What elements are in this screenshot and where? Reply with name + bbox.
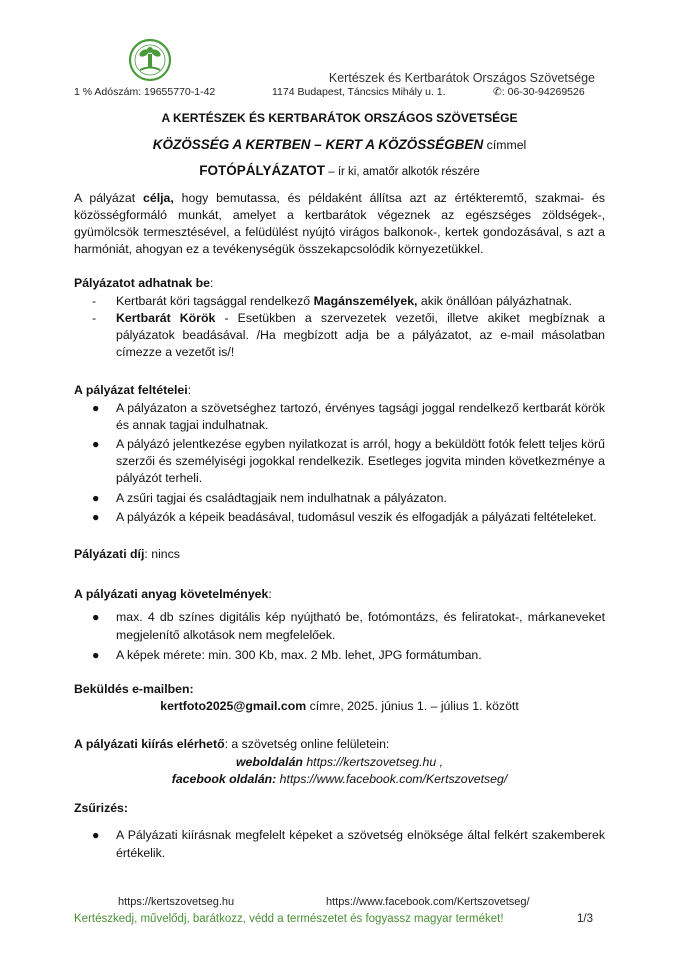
item-bold: Kertbarát Körök (116, 310, 216, 325)
list-item: ● A Pályázati kiírásnak megfelelt képeket a szövetség elnöksége által felkért szakemberek értékelik. (92, 828, 605, 860)
footer-link-facebook[interactable]: https://www.facebook.com/Kertszovetseg/ (326, 896, 530, 908)
email-line (74, 698, 605, 715)
list-item: ● A pályázaton a szövetséghez tartozó, érvényes tagsági joggal rendelkező kertbarát körök és annak tagjai indulhatnak. (92, 400, 605, 432)
list-item: ● A pályázók a képeik beadásával, tudomásul veszik és elfogadják a pályázati feltételeket. (92, 509, 597, 524)
contest-title (74, 136, 605, 154)
item-text: max. 4 db színes digitális kép nyújtható be, fotómontázs, és feliratokat-, márkaneveket megjelenítő alkotások nem megfelelőek. (116, 610, 605, 642)
contest-type-label: FOTÓPÁLYÁZATOT (199, 163, 326, 179)
web-url[interactable]: https://kertszovetseg.hu , (302, 754, 444, 769)
org-name-header: Kertészek és Kertbarátok Országos Szövetsége (328, 71, 595, 85)
item-text: - Esetükben a szervezetek vezetői, illetve akiket megbíznak a pályázatok beadásával. /Ha megbízott adja be a pályázatot, az e-mail másolatban címezze a vezetőt is/! (116, 310, 605, 360)
item-text: akik önállóan pályázhatnak. (417, 293, 572, 308)
association-logo (127, 38, 173, 82)
intro-post: hogy bemutassa, és példaként állítsa azt az értékteremtő, szakmai- és közösségformáló munkát, amelyet a kertbarátok végeznek az egészséges zöldségek-, gyümölcsök termesztésével, a felüdülést nyújtó virágos balkonok-, kertek gondozásával, s azt a harmóniát, ahogyan ez a tevékenységük összekapcsolódik környezetükkel. (74, 190, 605, 257)
submitters-colon: : (210, 276, 214, 291)
item-text: A zsűri tagjai és családtagjaik nem indulhatnak a pályázaton. (116, 490, 447, 505)
fb-label: facebook oldalán: (171, 771, 277, 786)
contest-suffix: címmel (483, 138, 527, 153)
list-item: - Kertbarát köri tagsággal rendelkező Magánszemélyek, akik önállóan pályázhatnak. (92, 293, 572, 308)
fee-heading: Pályázati díj (74, 547, 145, 562)
conditions-list (74, 400, 605, 526)
intro-pre: A pályázat (74, 190, 144, 205)
requirements-list (74, 609, 605, 664)
page-number: 1/3 (577, 913, 593, 925)
list-item: ● A képek mérete: min. 300 Kb, max. 2 Mb. lehet, JPG formátumban. (92, 647, 482, 662)
jury-heading-text: Zsűrizés: (74, 801, 128, 816)
web-line (74, 754, 605, 771)
fee-value: : nincs (144, 547, 180, 562)
submitters-heading-text: Pályázatot adhatnak be (74, 276, 210, 291)
item-text: A pályázaton a szövetséghez tartozó, érvényes tagsági joggal rendelkező kertbarát körök és annak tagjai indulhatnak. (116, 400, 605, 432)
fb-line (74, 771, 605, 788)
email-detail: címre, 2025. június 1. – július 1. között (306, 699, 519, 714)
contest-name: KÖZÖSSÉG A KERTBEN – KERT A KÖZÖSSÉGBEN (152, 137, 484, 153)
requirements-heading (74, 586, 605, 603)
item-text: A pályázó jelentkezése egyben nyilatkozat is arról, hogy a beküldött fotók felett teljes körű szerzői és személyiségi jogokkal rendelkezik. Esetleges jogvita minden következménye a pályázót terheli. (116, 437, 605, 486)
intro-paragraph (74, 190, 605, 259)
item-text: A pályázók a képeik beadásával, tudomásul veszik és elfogadják a pályázati feltételeket. (116, 509, 597, 524)
conditions-colon: : (187, 383, 192, 398)
contest-type (74, 162, 605, 181)
item-text: Kertbarát köri tagsággal rendelkező (116, 293, 314, 308)
list-item: - Kertbarát Körök - Esetükben a szervezetek vezetői, illetve akiket megbíznak a pályázatok beadásával. /Ha megbízott adja be a pályázatot, az e-mail másolatban címezze a vezetőt is/! (92, 310, 605, 360)
phone: ✆: 06-30-94269526 (493, 86, 585, 98)
item-text: A Pályázati kiírásnak megfelelt képeket a szövetség elnöksége által felkért szakemberek értékelik. (116, 828, 605, 860)
document-body (74, 110, 605, 862)
email-heading-text: Beküldés e-mailben: (74, 682, 194, 697)
jury-list (74, 827, 605, 861)
address: 1174 Budapest, Táncsics Mihály u. 1. (272, 86, 446, 98)
requirements-heading-text: A pályázati anyag követelmények (74, 587, 269, 602)
conditions-heading (74, 382, 605, 399)
org-title: A KERTÉSZEK ÉS KERTBARÁTOK ORSZÁGOS SZÖVETSÉGE (161, 111, 518, 125)
conditions-heading-text: A pályázat feltételei (74, 383, 188, 398)
availability-heading (74, 736, 605, 753)
tax-id: 1 % Adószám: 19655770-1-42 (74, 86, 216, 98)
availability-suffix: : a szövetség online felületein: (224, 737, 390, 752)
fb-url[interactable]: https://www.facebook.com/Kertszovetseg/ (276, 771, 508, 786)
web-label: weboldalán (235, 754, 303, 769)
availability-heading-text: A pályázati kiírás elérhető (74, 737, 225, 752)
list-item: ● A zsűri tagjai és családtagjaik nem indulhatnak a pályázaton. (92, 490, 447, 505)
jury-heading (74, 800, 605, 817)
contest-type-suffix: – ír ki, amatőr alkotók részére (325, 166, 480, 179)
email-heading (74, 681, 605, 698)
intro-bold: célja, (143, 190, 174, 205)
submitters-list (74, 293, 605, 362)
fee-line (74, 546, 605, 563)
item-bold: Magánszemélyek, (313, 293, 418, 308)
footer-motto: Kertészkedj, művelődj, barátkozz, védd a természetet és fogyassz magyar terméket! (74, 913, 504, 925)
requirements-colon: : (268, 587, 272, 602)
item-text: A képek mérete: min. 300 Kb, max. 2 Mb. lehet, JPG formátumban. (116, 647, 482, 662)
footer-link-web[interactable]: https://kertszovetseg.hu (118, 896, 235, 908)
list-item: ● A pályázó jelentkezése egyben nyilatkozat is arról, hogy a beküldött fotók felett teljes körű szerzői és személyiségi jogokkal rendelkezik. Esetleges jogvita minden következménye a pályázót terheli. (92, 437, 605, 486)
email-address[interactable]: kertfoto2025@gmail.com (160, 699, 307, 714)
list-item: ● max. 4 db színes digitális kép nyújtható be, fotómontázs, és feliratokat-, márkaneveket megjelenítő alkotások nem megfelelőek. (92, 610, 605, 642)
submitters-heading (74, 275, 605, 292)
